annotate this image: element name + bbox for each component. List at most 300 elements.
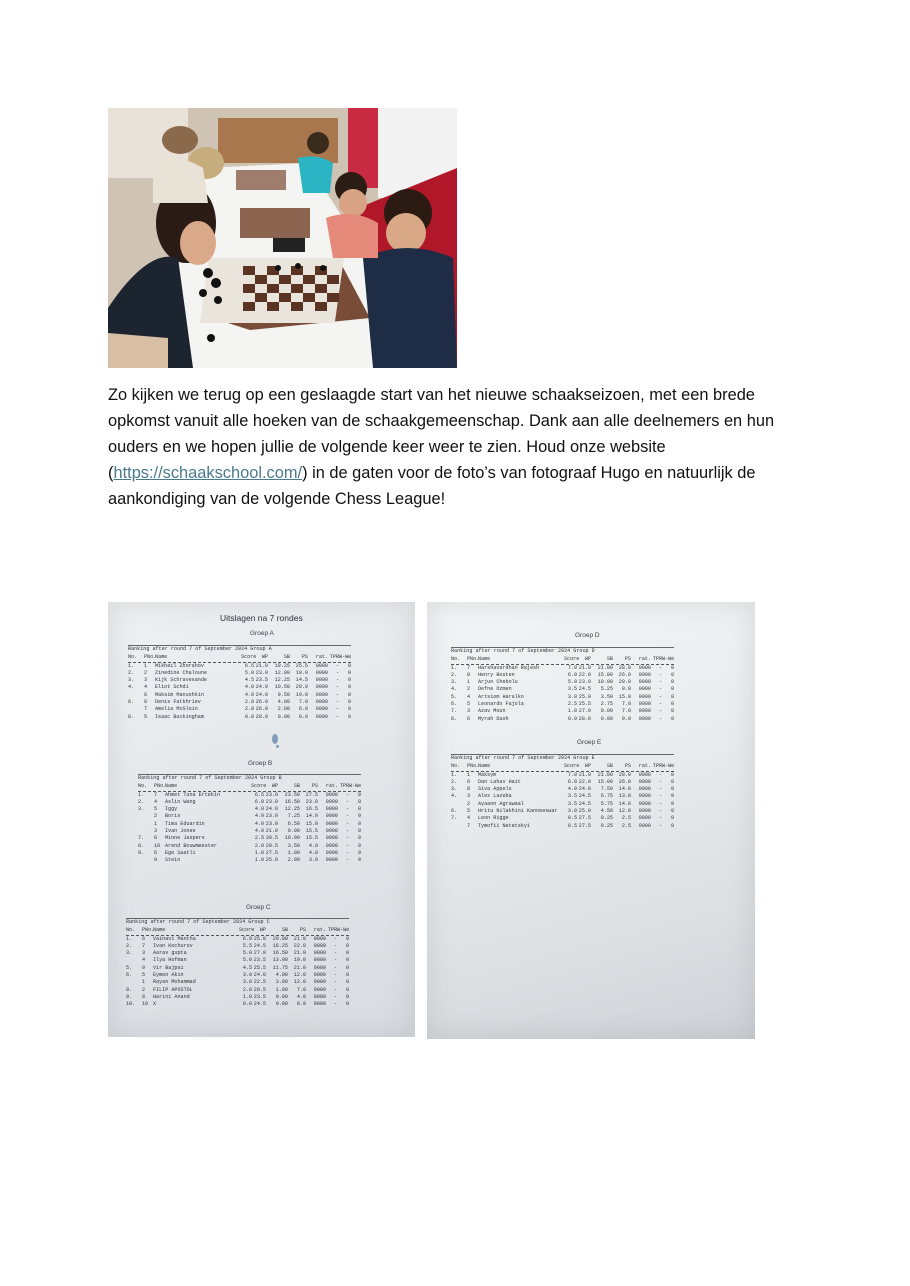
table-cell: - bbox=[345, 857, 349, 864]
table-cell: 5.0 bbox=[242, 957, 252, 964]
column-header: rat. bbox=[313, 927, 326, 934]
table-cell: 4 bbox=[142, 957, 146, 964]
table-cell: 8 bbox=[144, 699, 148, 706]
chess-photo bbox=[108, 108, 457, 368]
table-row bbox=[126, 1001, 349, 1008]
table-cell: 2.5 bbox=[621, 822, 631, 829]
column-header: rat. bbox=[315, 654, 328, 661]
table-cell: 0000 bbox=[315, 691, 328, 698]
table-cell: 7 bbox=[144, 706, 148, 713]
column-header: SB bbox=[283, 654, 290, 661]
table-row bbox=[138, 813, 361, 820]
table-cell: 4.0 bbox=[567, 786, 577, 793]
table-cell: 24.5 bbox=[578, 686, 591, 693]
table-cell: 4.0 bbox=[244, 684, 254, 691]
table-cell: 8 bbox=[142, 993, 146, 1000]
table-cell: 28.0 bbox=[255, 713, 268, 720]
table-cell: 6 bbox=[467, 778, 471, 785]
table-cell: 3. bbox=[126, 950, 133, 957]
table-cell: 0 bbox=[357, 806, 361, 813]
table-cell: 6. bbox=[126, 972, 133, 979]
table-cell: 0.00 bbox=[275, 1001, 288, 1008]
results-table bbox=[451, 647, 674, 723]
table-cell: 0 bbox=[345, 993, 349, 1000]
table-cell: - bbox=[658, 708, 662, 715]
table-cell: 20.5 bbox=[265, 842, 278, 849]
table-cell: 0 bbox=[670, 808, 674, 815]
table-cell: 9.50 bbox=[277, 691, 290, 698]
table-cell: 24.0 bbox=[255, 684, 268, 691]
table-cell: 0000 bbox=[313, 942, 326, 949]
table-cell: 21.0 bbox=[255, 662, 268, 669]
column-header: rat. bbox=[638, 656, 651, 663]
table-cell: 6 bbox=[144, 691, 148, 698]
table-cell: Myrah Dash bbox=[478, 715, 509, 722]
table-row bbox=[451, 694, 674, 701]
table-cell: 5 bbox=[467, 808, 471, 815]
table-cell: 7.0 bbox=[567, 664, 577, 671]
table-cell: 1. bbox=[128, 662, 135, 669]
table-cell bbox=[138, 821, 154, 828]
table-cell: 0 bbox=[357, 828, 361, 835]
table-cell: 2.00 bbox=[287, 857, 300, 864]
table-cell: 10. bbox=[126, 1001, 136, 1008]
table-cell: 0000 bbox=[638, 771, 651, 778]
table-cell: 0 bbox=[670, 793, 674, 800]
table-cell: Henry Bouten bbox=[478, 671, 515, 678]
table-cell: 0000 bbox=[313, 979, 326, 986]
table-row bbox=[451, 823, 674, 830]
table-header bbox=[138, 783, 361, 791]
table-cell: 7. bbox=[138, 835, 145, 842]
table-cell: 9. bbox=[138, 849, 145, 856]
table-cell: 5.25 bbox=[600, 686, 613, 693]
table-cell: 0000 bbox=[315, 684, 328, 691]
table-cell: 0000 bbox=[638, 671, 651, 678]
table-cell: 3.5 bbox=[567, 800, 577, 807]
table-cell: - bbox=[333, 964, 337, 971]
table-cell: 0 bbox=[345, 986, 349, 993]
table-cell: 23.0 bbox=[578, 679, 591, 686]
table-cell: 16.50 bbox=[284, 798, 300, 805]
table-cell: 25.0 bbox=[265, 857, 278, 864]
table-cell: Hritu Nilakhini Kanneeswar bbox=[478, 808, 558, 815]
table-cell: - bbox=[335, 662, 339, 669]
table-cell: - bbox=[658, 693, 662, 700]
table-cell: 14.0 bbox=[618, 786, 631, 793]
table-cell bbox=[126, 957, 142, 964]
table-cell: 1 bbox=[154, 820, 158, 827]
table-cell: 0 bbox=[347, 677, 351, 684]
table-row bbox=[138, 850, 361, 857]
table-cell: 28.0 bbox=[618, 664, 631, 671]
table-cell: 19.0 bbox=[295, 691, 308, 698]
table-cell: 0000 bbox=[638, 708, 651, 715]
column-header: PNo. bbox=[154, 783, 167, 790]
table-cell: 0.00 bbox=[287, 828, 300, 835]
table-cell: Tima Eduardin bbox=[165, 820, 205, 827]
table-cell: 3.5 bbox=[567, 686, 577, 693]
table-cell: 1 bbox=[144, 662, 148, 669]
table-cell: Ahmet Tuna Ertekin bbox=[165, 791, 221, 798]
table-cell: 0 bbox=[345, 972, 349, 979]
table-cell: Harshavardhan Rajesh bbox=[478, 664, 540, 671]
table-row bbox=[128, 692, 351, 699]
table-header bbox=[451, 656, 674, 664]
table-cell: 21.00 bbox=[597, 771, 613, 778]
table-cell: 7 bbox=[467, 664, 471, 671]
column-header: W-We bbox=[339, 654, 352, 661]
table-cell bbox=[126, 979, 142, 986]
column-header: PS bbox=[624, 763, 631, 770]
table-cell: Leonardo Fajola bbox=[478, 701, 524, 708]
table-cell: Maksim Manushkin bbox=[155, 691, 204, 698]
table-cell: 0000 bbox=[638, 808, 651, 815]
table-cell: 0 bbox=[670, 771, 674, 778]
table-row bbox=[138, 857, 361, 864]
column-header: PS bbox=[301, 654, 308, 661]
table-cell: 2.0 bbox=[242, 986, 252, 993]
table-cell: 1.00 bbox=[275, 986, 288, 993]
table-cell: 23.0 bbox=[265, 791, 278, 798]
table-cell: - bbox=[345, 842, 349, 849]
schaakschool-link[interactable]: https://schaakschool.com/ bbox=[113, 464, 303, 482]
results-sheet-left bbox=[108, 602, 415, 1037]
table-cell: 0 bbox=[345, 979, 349, 986]
table-cell: 0 bbox=[670, 822, 674, 829]
table-cell: 2.75 bbox=[600, 701, 613, 708]
ink-dot bbox=[276, 745, 279, 748]
table-cell: 7 bbox=[467, 822, 471, 829]
table-cell: - bbox=[658, 679, 662, 686]
table-cell: 4 bbox=[467, 693, 471, 700]
table-cell: 25.0 bbox=[253, 935, 266, 942]
table-cell: 7.25 bbox=[287, 813, 300, 820]
table-row bbox=[126, 987, 349, 994]
group-title: Groep D bbox=[575, 632, 600, 639]
column-header: PNo. bbox=[142, 927, 155, 934]
table-row bbox=[451, 701, 674, 708]
table-cell: 3.0 bbox=[242, 972, 252, 979]
column-header: SB bbox=[281, 927, 288, 934]
table-cell: 25.0 bbox=[578, 808, 591, 815]
table-cell: 4.0 bbox=[254, 813, 264, 820]
table-cell: 1 bbox=[467, 771, 471, 778]
table-cell: 10 bbox=[154, 842, 161, 849]
table-row bbox=[126, 965, 349, 972]
table-cell: 0 bbox=[670, 686, 674, 693]
table-cell: 0000 bbox=[325, 806, 338, 813]
table-cell: 0000 bbox=[325, 835, 338, 842]
table-cell: 0 bbox=[347, 706, 351, 713]
table-cell: 3 bbox=[467, 793, 471, 800]
table-cell: X bbox=[153, 1001, 157, 1008]
table-cell: Iggy bbox=[165, 806, 178, 813]
table-cell: 11.75 bbox=[272, 964, 288, 971]
table-cell: 7.0 bbox=[298, 699, 308, 706]
table-cell: 0 bbox=[357, 813, 361, 820]
table-cell: - bbox=[335, 669, 339, 676]
table-cell: 0000 bbox=[325, 828, 338, 835]
table-cell: Artsiom Haralko bbox=[478, 693, 524, 700]
table-caption: Ranking after round 7 of September 2024 Group C bbox=[126, 918, 349, 926]
table-cell: 0000 bbox=[325, 842, 338, 849]
table-cell: 23.0 bbox=[305, 798, 318, 805]
table-cell: 12.00 bbox=[274, 669, 290, 676]
table-cell: 2 bbox=[144, 669, 148, 676]
table-cell: 0000 bbox=[313, 957, 326, 964]
table-cell: 22.0 bbox=[578, 671, 591, 678]
table-cell: 5.5 bbox=[242, 942, 252, 949]
results-table bbox=[451, 754, 674, 830]
table-cell: 2.00 bbox=[277, 706, 290, 713]
table-cell: 0000 bbox=[313, 935, 326, 942]
table-cell: 5 bbox=[154, 806, 158, 813]
table-cell: 1 bbox=[467, 679, 471, 686]
table-cell: 1.0 bbox=[242, 993, 252, 1000]
table-cell: 6.0 bbox=[298, 706, 308, 713]
table-cell: - bbox=[345, 791, 349, 798]
table-cell: 0 bbox=[345, 942, 349, 949]
table-cell: 0000 bbox=[325, 798, 338, 805]
table-cell: 12.0 bbox=[293, 979, 306, 986]
table-cell: 3.5 bbox=[567, 793, 577, 800]
table-cell: 0000 bbox=[325, 813, 338, 820]
table-cell: 3.50 bbox=[287, 842, 300, 849]
table-cell: 0000 bbox=[638, 664, 651, 671]
table-cell: 7.0 bbox=[567, 771, 577, 778]
table-cell: - bbox=[345, 813, 349, 820]
column-header: SB bbox=[606, 763, 613, 770]
table-row bbox=[126, 943, 349, 950]
table-row bbox=[451, 786, 674, 793]
table-cell: 2.0 bbox=[244, 706, 254, 713]
table-cell: 13.00 bbox=[272, 957, 288, 964]
table-cell: 24.0 bbox=[253, 972, 266, 979]
table-cell: Mikhail Zhorahov bbox=[155, 662, 204, 669]
table-cell: Boris bbox=[165, 813, 181, 820]
table-cell: 29.5 bbox=[253, 986, 266, 993]
table-cell: 6. bbox=[451, 701, 458, 708]
column-header: Name bbox=[478, 656, 491, 663]
table-cell: 26.0 bbox=[255, 699, 268, 706]
column-header: SB bbox=[606, 656, 613, 663]
table-cell: 0 bbox=[347, 662, 351, 669]
table-cell: 24.5 bbox=[253, 942, 266, 949]
table-cell: 3.50 bbox=[600, 693, 613, 700]
column-header: PNo. bbox=[467, 763, 480, 770]
column-header: TPR bbox=[652, 763, 662, 770]
table-cell: 2. bbox=[128, 669, 135, 676]
column-header: WP bbox=[584, 656, 591, 663]
table-cell: 6.5 bbox=[254, 791, 264, 798]
table-cell: 4.00 bbox=[277, 699, 290, 706]
column-header: W-We bbox=[662, 656, 675, 663]
table-cell: 4.0 bbox=[244, 691, 254, 698]
table-cell: 15.0 bbox=[618, 693, 631, 700]
table-cell: 0.0 bbox=[567, 715, 577, 722]
table-cell: 6.75 bbox=[600, 793, 613, 800]
table-row bbox=[451, 772, 674, 779]
table-cell: 26.0 bbox=[255, 706, 268, 713]
table-cell: 12.0 bbox=[293, 972, 306, 979]
table-cell: 23.0 bbox=[265, 798, 278, 805]
table-cell: 2.5 bbox=[567, 701, 577, 708]
table-cell: 0000 bbox=[638, 693, 651, 700]
table-cell: 9.0 bbox=[621, 686, 631, 693]
table-cell: 8. bbox=[128, 713, 135, 720]
table-cell: 0000 bbox=[638, 679, 651, 686]
table-cell: Azav Moun bbox=[478, 708, 506, 715]
table-cell: 5.75 bbox=[600, 800, 613, 807]
table-cell: 22.5 bbox=[253, 979, 266, 986]
table-cell: 16.5 bbox=[305, 806, 318, 813]
group-title: Groep C bbox=[246, 904, 271, 911]
table-cell: 4. bbox=[451, 686, 458, 693]
table-row bbox=[126, 957, 349, 964]
table-header bbox=[126, 927, 349, 935]
table-cell: 0 bbox=[357, 835, 361, 842]
table-cell: 5.0 bbox=[244, 669, 254, 676]
table-cell: 0000 bbox=[313, 993, 326, 1000]
table-cell: 23.50 bbox=[284, 791, 300, 798]
table-cell: 0 bbox=[670, 778, 674, 785]
table-cell: 2 bbox=[467, 800, 471, 807]
table-cell: Amelia McGloin bbox=[155, 706, 198, 713]
table-row bbox=[451, 801, 674, 808]
table-row bbox=[451, 686, 674, 693]
table-row bbox=[138, 835, 361, 842]
column-header: Score bbox=[564, 656, 580, 663]
table-cell: Harini Anand bbox=[153, 993, 190, 1000]
table-cell: 0 bbox=[670, 708, 674, 715]
table-cell: 0000 bbox=[313, 972, 326, 979]
table-cell: 27.0 bbox=[253, 950, 266, 957]
column-header: No. bbox=[451, 656, 461, 663]
table-cell: 7.0 bbox=[621, 701, 631, 708]
table-row bbox=[128, 714, 351, 721]
table-cell: 0000 bbox=[638, 793, 651, 800]
table-row bbox=[451, 672, 674, 679]
table-cell: - bbox=[335, 684, 339, 691]
table-cell: 1.0 bbox=[567, 708, 577, 715]
table-cell: 2 bbox=[467, 686, 471, 693]
table-cell: 23.5 bbox=[255, 677, 268, 684]
table-caption: Ranking after round 7 of September 2024 Group B bbox=[138, 774, 361, 782]
table-cell: 27.5 bbox=[578, 815, 591, 822]
table-cell bbox=[451, 823, 467, 830]
table-cell: 22.0 bbox=[578, 778, 591, 785]
table-cell: 8 bbox=[467, 671, 471, 678]
table-cell: Maksym bbox=[478, 771, 497, 778]
table-cell: 6.0 bbox=[567, 671, 577, 678]
table-cell: Dan Lahav Hait bbox=[478, 778, 521, 785]
table-cell: 0.0 bbox=[298, 713, 308, 720]
table-cell: 6 bbox=[142, 935, 146, 942]
table-cell: 15.5 bbox=[305, 828, 318, 835]
table-cell: 7.0 bbox=[296, 986, 306, 993]
column-header: WP bbox=[584, 763, 591, 770]
table-cell: 2. bbox=[451, 778, 458, 785]
table-cell bbox=[128, 692, 144, 699]
intro-paragraph bbox=[108, 382, 808, 512]
column-header: WP bbox=[259, 927, 266, 934]
table-cell: 27.5 bbox=[305, 791, 318, 798]
table-cell: Ege Saatli bbox=[165, 849, 196, 856]
table-cell: 2. bbox=[126, 942, 133, 949]
results-sheet-right bbox=[427, 602, 755, 1039]
table-cell: 7 bbox=[142, 942, 146, 949]
table-cell: 12.25 bbox=[274, 677, 290, 684]
column-header: WP bbox=[271, 783, 278, 790]
table-cell: 10 bbox=[142, 1001, 149, 1008]
table-row bbox=[126, 972, 349, 979]
table-cell: - bbox=[333, 979, 337, 986]
table-row bbox=[451, 679, 674, 686]
table-cell: 8. bbox=[451, 715, 458, 722]
table-row bbox=[451, 779, 674, 786]
table-row bbox=[138, 799, 361, 806]
results-title: Uitslagen na 7 rondes bbox=[220, 613, 303, 623]
table-cell bbox=[138, 813, 154, 820]
table-cell: 13.0 bbox=[618, 793, 631, 800]
table-cell: 21.0 bbox=[578, 664, 591, 671]
table-cell: 4 bbox=[154, 798, 158, 805]
table-cell: 0000 bbox=[325, 857, 338, 864]
table-cell: 3.00 bbox=[275, 979, 288, 986]
table-cell: 10.50 bbox=[274, 684, 290, 691]
column-header: SB bbox=[293, 783, 300, 790]
table-cell: Aarav gupta bbox=[153, 950, 187, 957]
table-cell: 8. bbox=[138, 842, 145, 849]
table-cell: 0 bbox=[345, 1001, 349, 1008]
table-cell: 0000 bbox=[315, 699, 328, 706]
table-cell: 4.5 bbox=[242, 964, 252, 971]
column-header: PS bbox=[624, 656, 631, 663]
table-cell: 19.25 bbox=[274, 662, 290, 669]
table-cell: 23.5 bbox=[253, 993, 266, 1000]
results-table bbox=[128, 645, 351, 721]
table-cell: 30.5 bbox=[265, 835, 278, 842]
table-cell: Rayan Mohammad bbox=[153, 979, 196, 986]
table-cell: 23.0 bbox=[265, 820, 278, 827]
table-cell: 6.5 bbox=[244, 662, 254, 669]
table-cell: 14.0 bbox=[618, 800, 631, 807]
column-header: WP bbox=[261, 654, 268, 661]
intro-text-start: Zo kijken we terug op een geslaagde start van het nieuwe schaakseizoen, met een brede opkomst vanuit alle hoeken van de schaakgemeenschap. Dank aan alle deelnemers en hun ouders en we hopen jullie de volgende keer weer te zien. Houd onze website ( bbox=[108, 386, 775, 482]
table-caption: Ranking after round 7 of September 2024 Group D bbox=[451, 647, 674, 655]
table-cell: 4.0 bbox=[254, 806, 264, 813]
table-cell: 0.0 bbox=[244, 713, 254, 720]
table-cell: 27.0 bbox=[578, 708, 591, 715]
table-cell: 2.5 bbox=[621, 815, 631, 822]
table-header bbox=[128, 654, 351, 662]
table-cell: 1.0 bbox=[254, 857, 264, 864]
table-cell: Denis Fatkhriev bbox=[155, 699, 201, 706]
table-cell: 8 bbox=[467, 786, 471, 793]
table-row bbox=[128, 699, 351, 706]
table-cell: 6.0 bbox=[254, 798, 264, 805]
table-cell: 0 bbox=[357, 857, 361, 864]
column-header: No. bbox=[126, 927, 136, 934]
chess-photo-illustration bbox=[108, 108, 457, 368]
table-cell: 0000 bbox=[638, 815, 651, 822]
table-cell: 9 bbox=[154, 857, 158, 864]
table-cell: 0000 bbox=[315, 669, 328, 676]
table-cell: - bbox=[333, 942, 337, 949]
group-title: Groep B bbox=[248, 760, 273, 767]
table-cell: 5 bbox=[144, 713, 148, 720]
